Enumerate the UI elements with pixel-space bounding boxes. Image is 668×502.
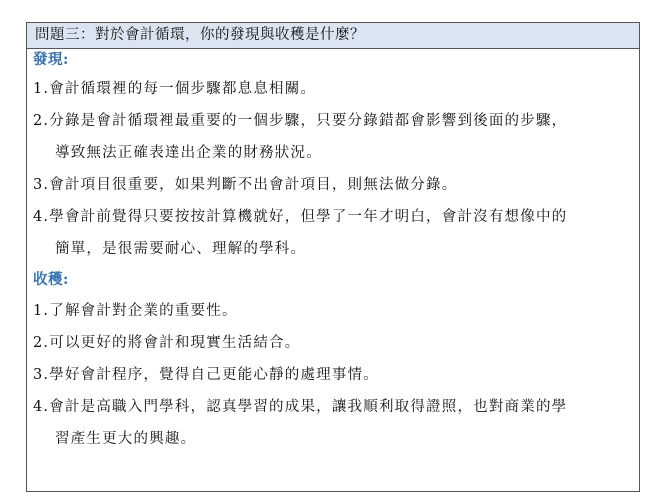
- item-text: 會計項目很重要，如果判斷不出會計項目，則無法做分錄。: [49, 177, 458, 193]
- finding-item-2: [33, 105, 639, 169]
- item-number: 2.: [33, 335, 50, 351]
- item-number: 4.: [33, 399, 50, 415]
- item-number: 4.: [33, 209, 50, 225]
- item-text: 會計是高職入門學科，認真學習的成果，讓我順利取得證照，也對商業的學: [49, 399, 568, 415]
- item-text: 學好會計程序，覺得自己更能心靜的處理事情。: [49, 367, 379, 383]
- item-number: 3.: [33, 367, 50, 383]
- finding-item-3: [33, 169, 639, 201]
- item-number: 1.: [33, 81, 50, 97]
- finding-item-1: [33, 73, 639, 105]
- answer-body: [27, 49, 639, 455]
- item-text: 可以更好的將會計和現實生活結合。: [49, 335, 301, 351]
- item-text-continued: 習產生更大的興趣。: [55, 431, 197, 447]
- finding-item-4: [33, 201, 639, 265]
- gain-item-2: [33, 327, 639, 359]
- item-number: 3.: [33, 177, 50, 193]
- item-text: 會計循環裡的每一個步驟都息息相關。: [49, 81, 317, 97]
- findings-label: 發現:: [33, 51, 69, 68]
- item-number: 1.: [33, 303, 50, 319]
- item-number: 2.: [33, 113, 50, 129]
- gains-label: 收穫:: [33, 271, 69, 288]
- item-text: 了解會計對企業的重要性。: [49, 303, 238, 319]
- item-text-continued: 簡單，是很需要耐心、理解的學科。: [55, 241, 307, 257]
- item-text-continued: 導致無法正確表達出企業的財務狀況。: [55, 145, 322, 161]
- gain-item-1: [33, 295, 639, 327]
- question-table: [26, 22, 640, 492]
- question-title: 問題三：對於會計循環，你的發現與收穫是什麼？: [27, 23, 639, 49]
- item-text: 分錄是會計循環裡最重要的一個步驟，只要分錄錯都會影響到後面的步驟，: [49, 113, 568, 129]
- gain-item-3: [33, 359, 639, 391]
- gain-item-4: [33, 391, 639, 455]
- item-text: 學會計前覺得只要按按計算機就好，但學了一年才明白，會計沒有想像中的: [49, 209, 568, 225]
